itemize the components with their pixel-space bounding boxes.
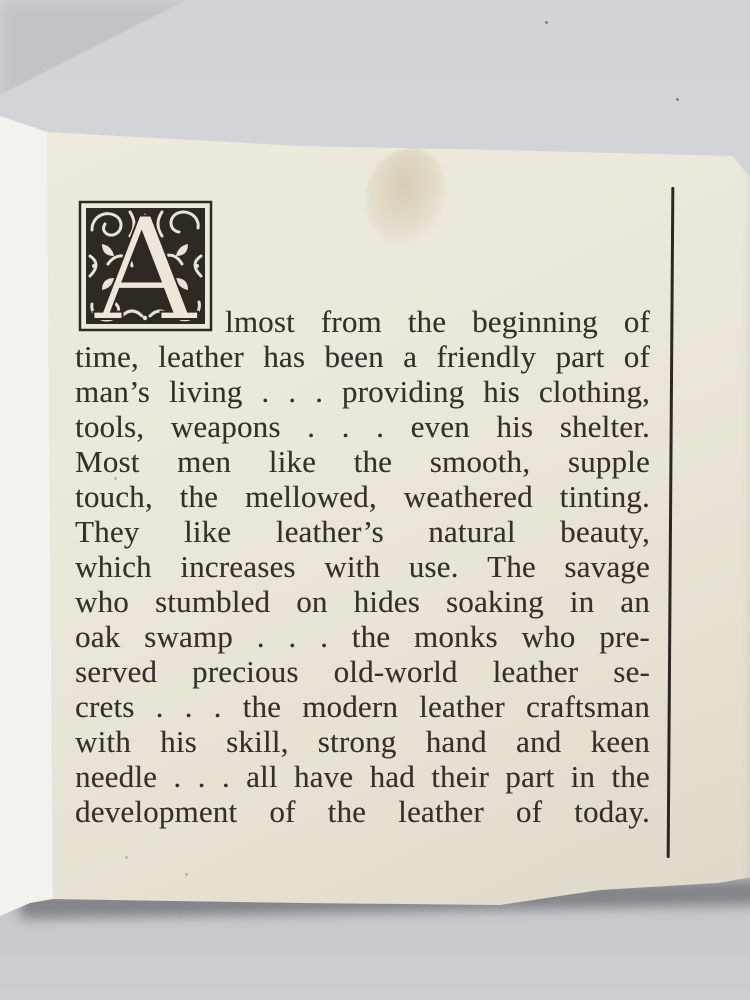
text-line: which increases with use. The savage [75, 549, 650, 584]
text-line: development of the leather of today. [75, 794, 650, 829]
text-line: oak swamp . . . the monks who pre- [75, 619, 650, 654]
text-line: man’s living . . . providing his clothing, [75, 374, 650, 409]
text-line: touch, the mellowed, weathered tinting. [75, 479, 650, 514]
text-line: who stumbled on hides soaking in an [75, 584, 650, 619]
body-text [75, 304, 650, 829]
dropcap-letter: A [94, 200, 197, 332]
page-speck [125, 856, 128, 859]
page-speck [185, 873, 188, 876]
text-line: lmost from the beginning of [225, 304, 650, 339]
text-line: They like leather’s natural beauty, [75, 514, 650, 549]
dust-speck [545, 21, 548, 24]
text-line: tools, weapons . . . even his shelter. [75, 409, 650, 444]
text-line: served precious old-world leather se- [75, 654, 650, 689]
text-line: with his skill, strong hand and keen [75, 724, 650, 759]
text-line: crets . . . the modern leather craftsman [75, 689, 650, 724]
text-line: time, leather has been a friendly part of [75, 339, 650, 374]
text-line: needle . . . all have had their part in the [75, 759, 650, 794]
dust-speck [676, 98, 679, 101]
text-line: Most men like the smooth, supple [75, 444, 650, 479]
